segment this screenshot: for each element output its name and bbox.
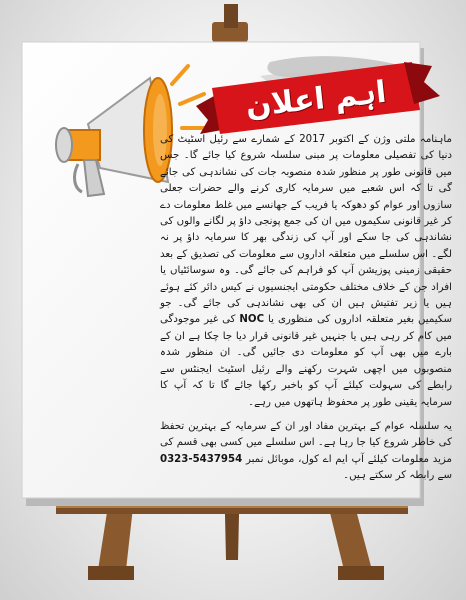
phone-number: 0323-5437954	[160, 453, 243, 465]
noc-term: NOC	[239, 314, 265, 326]
notice-text-block	[160, 132, 452, 492]
notice-paragraph-1-text: ماہنامہ ملتی وژن کے اکتوبر 2017 کے شمارے سے رئیل اسٹیٹ کی دنیا کی تفصیلی معلومات پر مبنی سلسلہ شروع کیا جائے گا۔ جس میں قانونی طور پر منظور شدہ منصوبہ جات کی نشاندہی کی جائے گی تا کہ اس شعبے میں سرمایہ کاری کرنے والے حضرات جعلی سازوں اور عوام کو دھوکہ یا فریب کے جھانسے میں غلط معلومات دے کر غیر قانونی سکیموں میں ان کی جمع پونجی داؤ پر لگانے والوں کی نشاندہی کی جا سکے اور آپ کی زندگی بھر کا سرمایہ داؤ پر نہ لگے۔ اس سلسلے میں متعلقہ اداروں سے معلومات کی تصدیق کے بعد حقیقی زمینی پوزیشن آپ کو فراہم کی جائے گی۔ وہ سوسائٹیاں یا افراد جن کے خلاف مختلف حکومتی ایجنسیوں نے کیس دائر کئے ہوئے ہیں یا زیر تفتیش ہیں ان کی بھی نشاندہی کی جائے گی۔ جو سکیمیں بغیر متعلقہ اداروں کی منظوری یا	[160, 134, 452, 326]
headline-title: اہم اعلان	[244, 74, 388, 125]
notice-paragraph-2-text: یہ سلسلہ عوام کے بہترین مفاد اور ان کے سرمایہ کے بہترین تحفظ کی خاطر شروع کیا جا رہا ہے۔ اس سلسلے میں کسی بھی قسم کی مزید معلومات کیلئے آپ ایم اے کول، موبائل نمبر	[160, 420, 452, 465]
notice-paragraph-2-end: سے رابطہ کر سکتے ہیں۔	[343, 470, 452, 482]
notice-paragraph-1-cont: کی غیر موجودگی میں کام کر رہی ہیں یا جنہیں غیر قانونی قرار دیا جا چکا ہے ان کے بارے میں بھی آپ کو معلومات دی جائیں گی۔ ان منظور شدہ منصوبوں میں اچھی شہرت رکھنے والے رئیل اسٹیٹ ایجنٹس سے رابطے کی سہولت کیلئے آپ کو باخبر رکھا جائے گا تا کہ آپ کا سرمایہ یقینی طور پر محفوظ ہاتھوں میں رہے۔	[160, 314, 452, 408]
notice-paragraph-1	[160, 132, 452, 411]
notice-paragraph-2	[160, 419, 452, 485]
